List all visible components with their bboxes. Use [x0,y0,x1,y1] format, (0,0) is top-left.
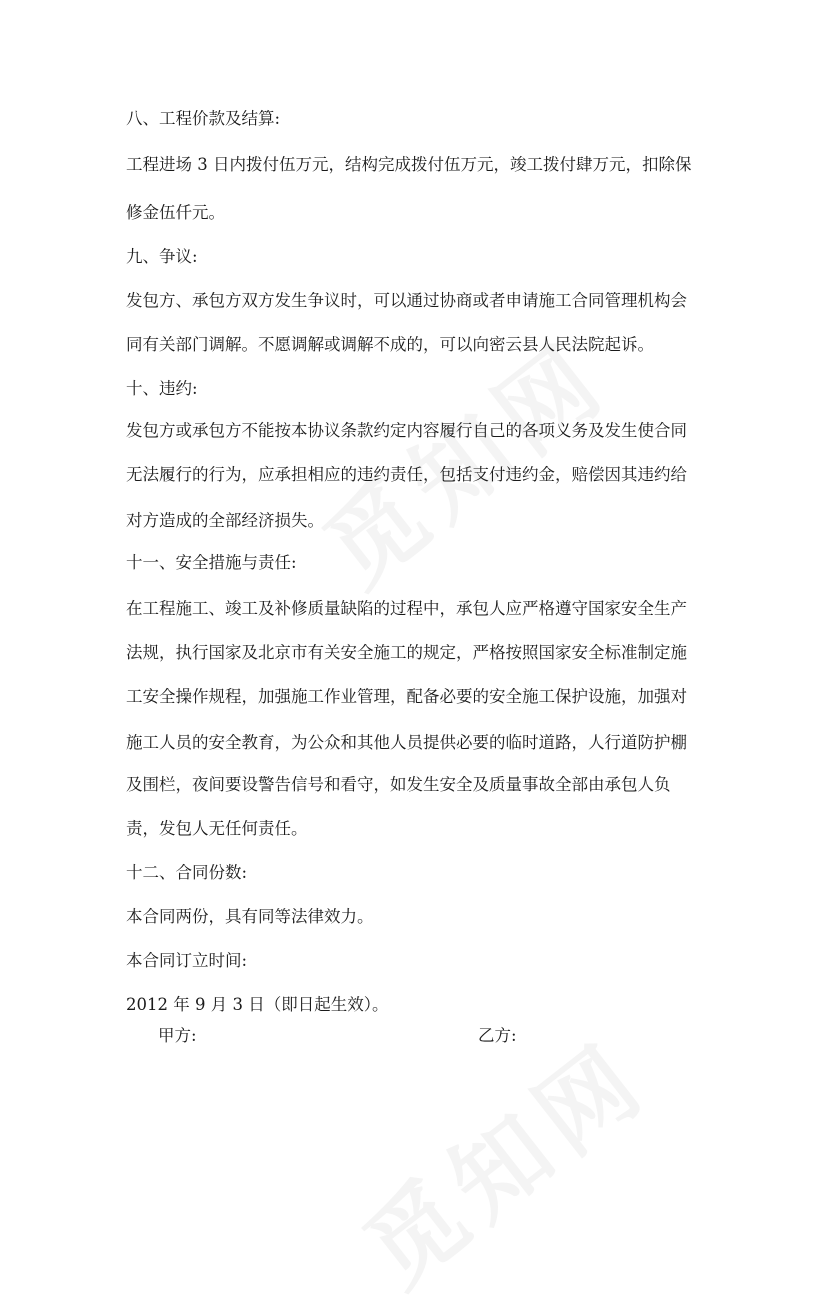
paragraph-line: 责，发包人无任何责任。 [126,819,308,838]
party-b-label: 乙方: [478,1026,517,1045]
section-heading-signing-date: 本合同订立时间: [126,951,248,970]
paragraph-line: 发包方、承包方双方发生争议时，可以通过协商或者申请施工合同管理机构会 [126,291,687,310]
signing-date: 2012 年 9 月 3 日（即日起生效）。 [126,995,389,1014]
paragraph-line: 在工程施工、竣工及补修质量缺陷的过程中，承包人应严格遵守国家安全生产 [126,599,687,618]
section-heading-dispute: 九、争议: [126,247,198,266]
paragraph-line: 发包方或承包方不能按本协议条款约定内容履行自己的各项义务及发生使合同 [126,421,687,440]
paragraph-line: 工程进场 3 日内拨付伍万元，结构完成拨付伍万元，竣工拨付肆万元，扣除保 [126,155,692,174]
signature-row [0,1025,830,1049]
party-a-label: 甲方: [158,1026,197,1045]
section-heading-safety: 十一、安全措施与责任: [126,553,297,572]
paragraph-line: 法规，执行国家及北京市有关安全施工的规定，严格按照国家安全标准制定施 [126,643,687,662]
watermark [332,1005,672,1312]
paragraph-line: 施工人员的安全教育，为公众和其他人员提供必要的临时道路，人行道防护棚 [126,733,687,752]
paragraph-line: 修金伍仟元。 [126,203,225,222]
paragraph-line: 工安全操作规程，加强施工作业管理，配备必要的安全施工保护设施，加强对 [126,687,687,706]
paragraph-line: 本合同两份，具有同等法律效力。 [126,907,374,926]
paragraph-line: 无法履行的行为，应承担相应的违约责任，包括支付违约金，赔偿因其违约给 [126,465,687,484]
section-heading-copies: 十二、合同份数: [126,863,248,882]
paragraph-line: 及围栏，夜间要设警告信号和看守，如发生安全及质量事故全部由承包人负 [126,775,671,794]
section-heading-price: 八、工程价款及结算: [126,109,281,128]
section-heading-breach: 十、违约: [126,379,198,398]
paragraph-line: 同有关部门调解。不愿调解或调解不成的，可以向密云县人民法院起诉。 [126,335,654,354]
paragraph-line: 对方造成的全部经济损失。 [126,511,324,530]
